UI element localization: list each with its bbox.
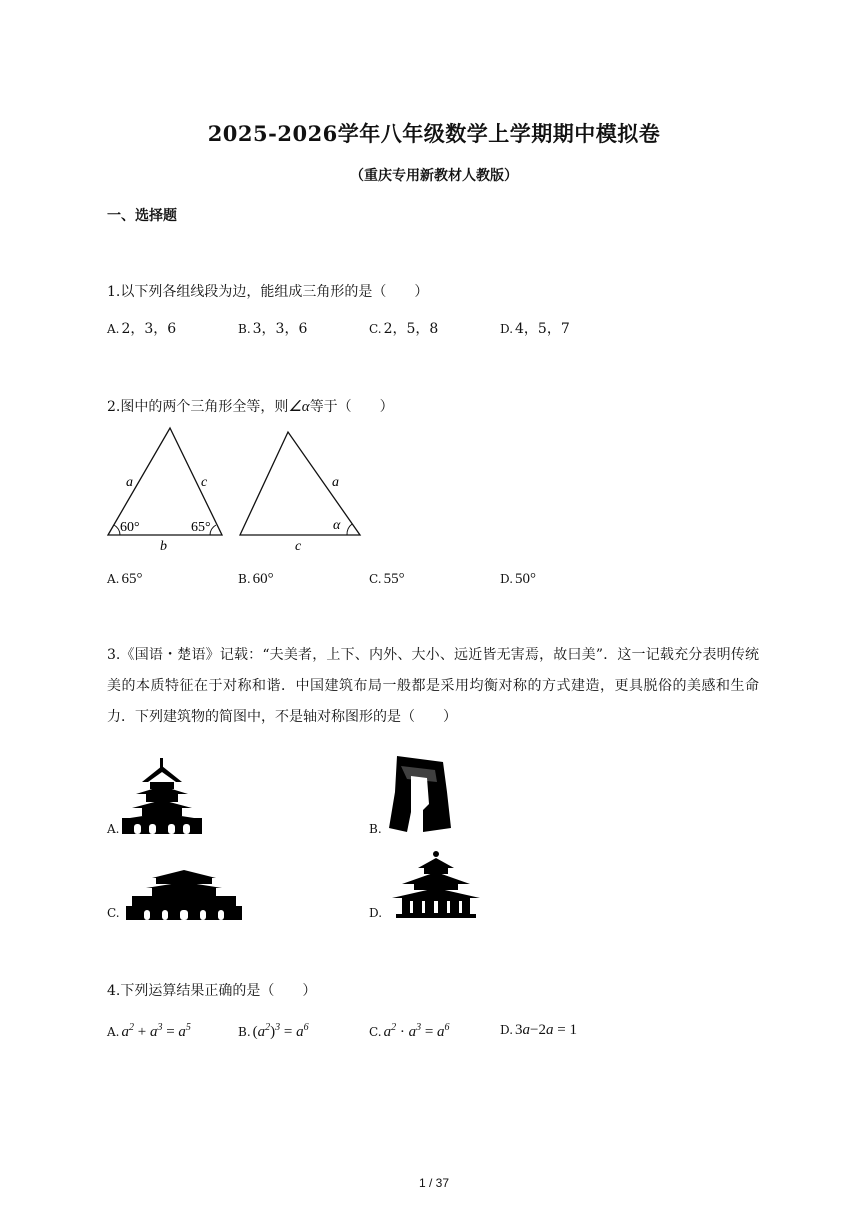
option-expression: $a^2 \cdot a^3 = a^6$ (383, 1022, 450, 1040)
option-label: C. (369, 1025, 382, 1039)
cctv-tower-icon (385, 752, 455, 834)
stem-post: 等于（ ） (309, 399, 394, 415)
option-label: D. (500, 1023, 514, 1037)
option-label: B. (369, 822, 382, 836)
tri1-angle-right: 65° (191, 520, 211, 535)
option-label: D. (369, 906, 383, 920)
page-title: 2025-2026学年八年级数学上学期期中模拟卷 (207, 121, 661, 146)
option-expression: 3a−2a = 1 (515, 1022, 577, 1038)
option-label: C. (107, 906, 120, 920)
page-subtitle: （重庆专用新教材人教版） (350, 168, 518, 184)
q3-option-c-label (107, 905, 122, 921)
option-label: A. (107, 822, 120, 836)
q1-option-d (500, 318, 570, 338)
q2-option-d (500, 571, 536, 588)
q1-option-c (369, 318, 438, 338)
q2-option-b (238, 571, 274, 588)
option-label: A. (107, 322, 120, 336)
q2-option-a (107, 571, 142, 588)
option-label: C. (369, 572, 382, 586)
q4-option-d (500, 1022, 577, 1039)
option-label: D. (500, 322, 514, 336)
question-1-stem: 1.以下列各组线段为边，能组成三角形的是（ ） (107, 284, 429, 300)
option-text: 2，5，8 (383, 321, 439, 337)
section-heading: 一、选择题 (107, 208, 177, 224)
option-label: C. (369, 322, 382, 336)
option-text: 3，3，6 (252, 321, 308, 337)
option-text: 60° (252, 571, 274, 587)
option-label: B. (238, 1025, 251, 1039)
question-3-text: 3.《国语・楚语》记载：“夫美者，上下、内外、大小、远近皆无害焉，故曰美”．这一记载充分表明传统美的本质特征在于对称和谐．中国建筑布局一般都是采用均衡对称的方式建造，更具脱俗的美感和生命力．下列建筑物的简图中，不是轴对称图形的是（ ） (107, 647, 759, 725)
q4-option-a (107, 1022, 191, 1041)
question-2-stem (107, 396, 394, 416)
option-label: A. (107, 1025, 120, 1039)
q1-option-a (107, 318, 176, 338)
q3-option-d-label (369, 905, 384, 921)
q4-option-b (238, 1022, 309, 1041)
option-label: B. (238, 322, 251, 336)
option-label: B. (238, 572, 251, 586)
triangles-figure (100, 420, 370, 560)
tri1-angle-left: 60° (120, 520, 140, 535)
option-text: 50° (515, 571, 537, 587)
triangle-right (240, 432, 360, 554)
tiananmen-icon (122, 868, 246, 920)
option-text: 2，3，6 (121, 321, 177, 337)
tri2-side-a: a (332, 475, 339, 490)
tri1-side-b: b (160, 539, 167, 554)
option-text: 55° (383, 571, 405, 587)
option-text: 4，5，7 (515, 321, 570, 337)
question-4-stem: 4.下列运算结果正确的是（ ） (107, 983, 317, 999)
tri1-side-a: a (126, 475, 133, 490)
stem-pre: 2.图中的两个三角形全等，则 (107, 399, 289, 415)
q2-option-c (369, 571, 405, 588)
option-label: D. (500, 572, 514, 586)
q4-option-c (369, 1022, 450, 1041)
tri2-angle-alpha: α (333, 518, 341, 533)
option-expression: $(a^2)^3 = a^6$ (252, 1022, 309, 1040)
q3-option-b-label (369, 821, 384, 837)
tri1-side-c: c (201, 475, 208, 490)
option-expression: $a^2 + a^3 = a^5$ (121, 1022, 191, 1040)
q1-option-b (238, 318, 307, 338)
option-text: 65° (121, 571, 143, 587)
page-number: 1 / 37 (418, 1176, 450, 1190)
stem-angle: ∠α (288, 399, 310, 415)
temple-of-heaven-icon (388, 850, 484, 920)
pagoda-icon (120, 758, 204, 834)
option-label: A. (107, 572, 120, 586)
triangle-left (108, 428, 222, 554)
tri2-side-c: c (295, 539, 302, 554)
